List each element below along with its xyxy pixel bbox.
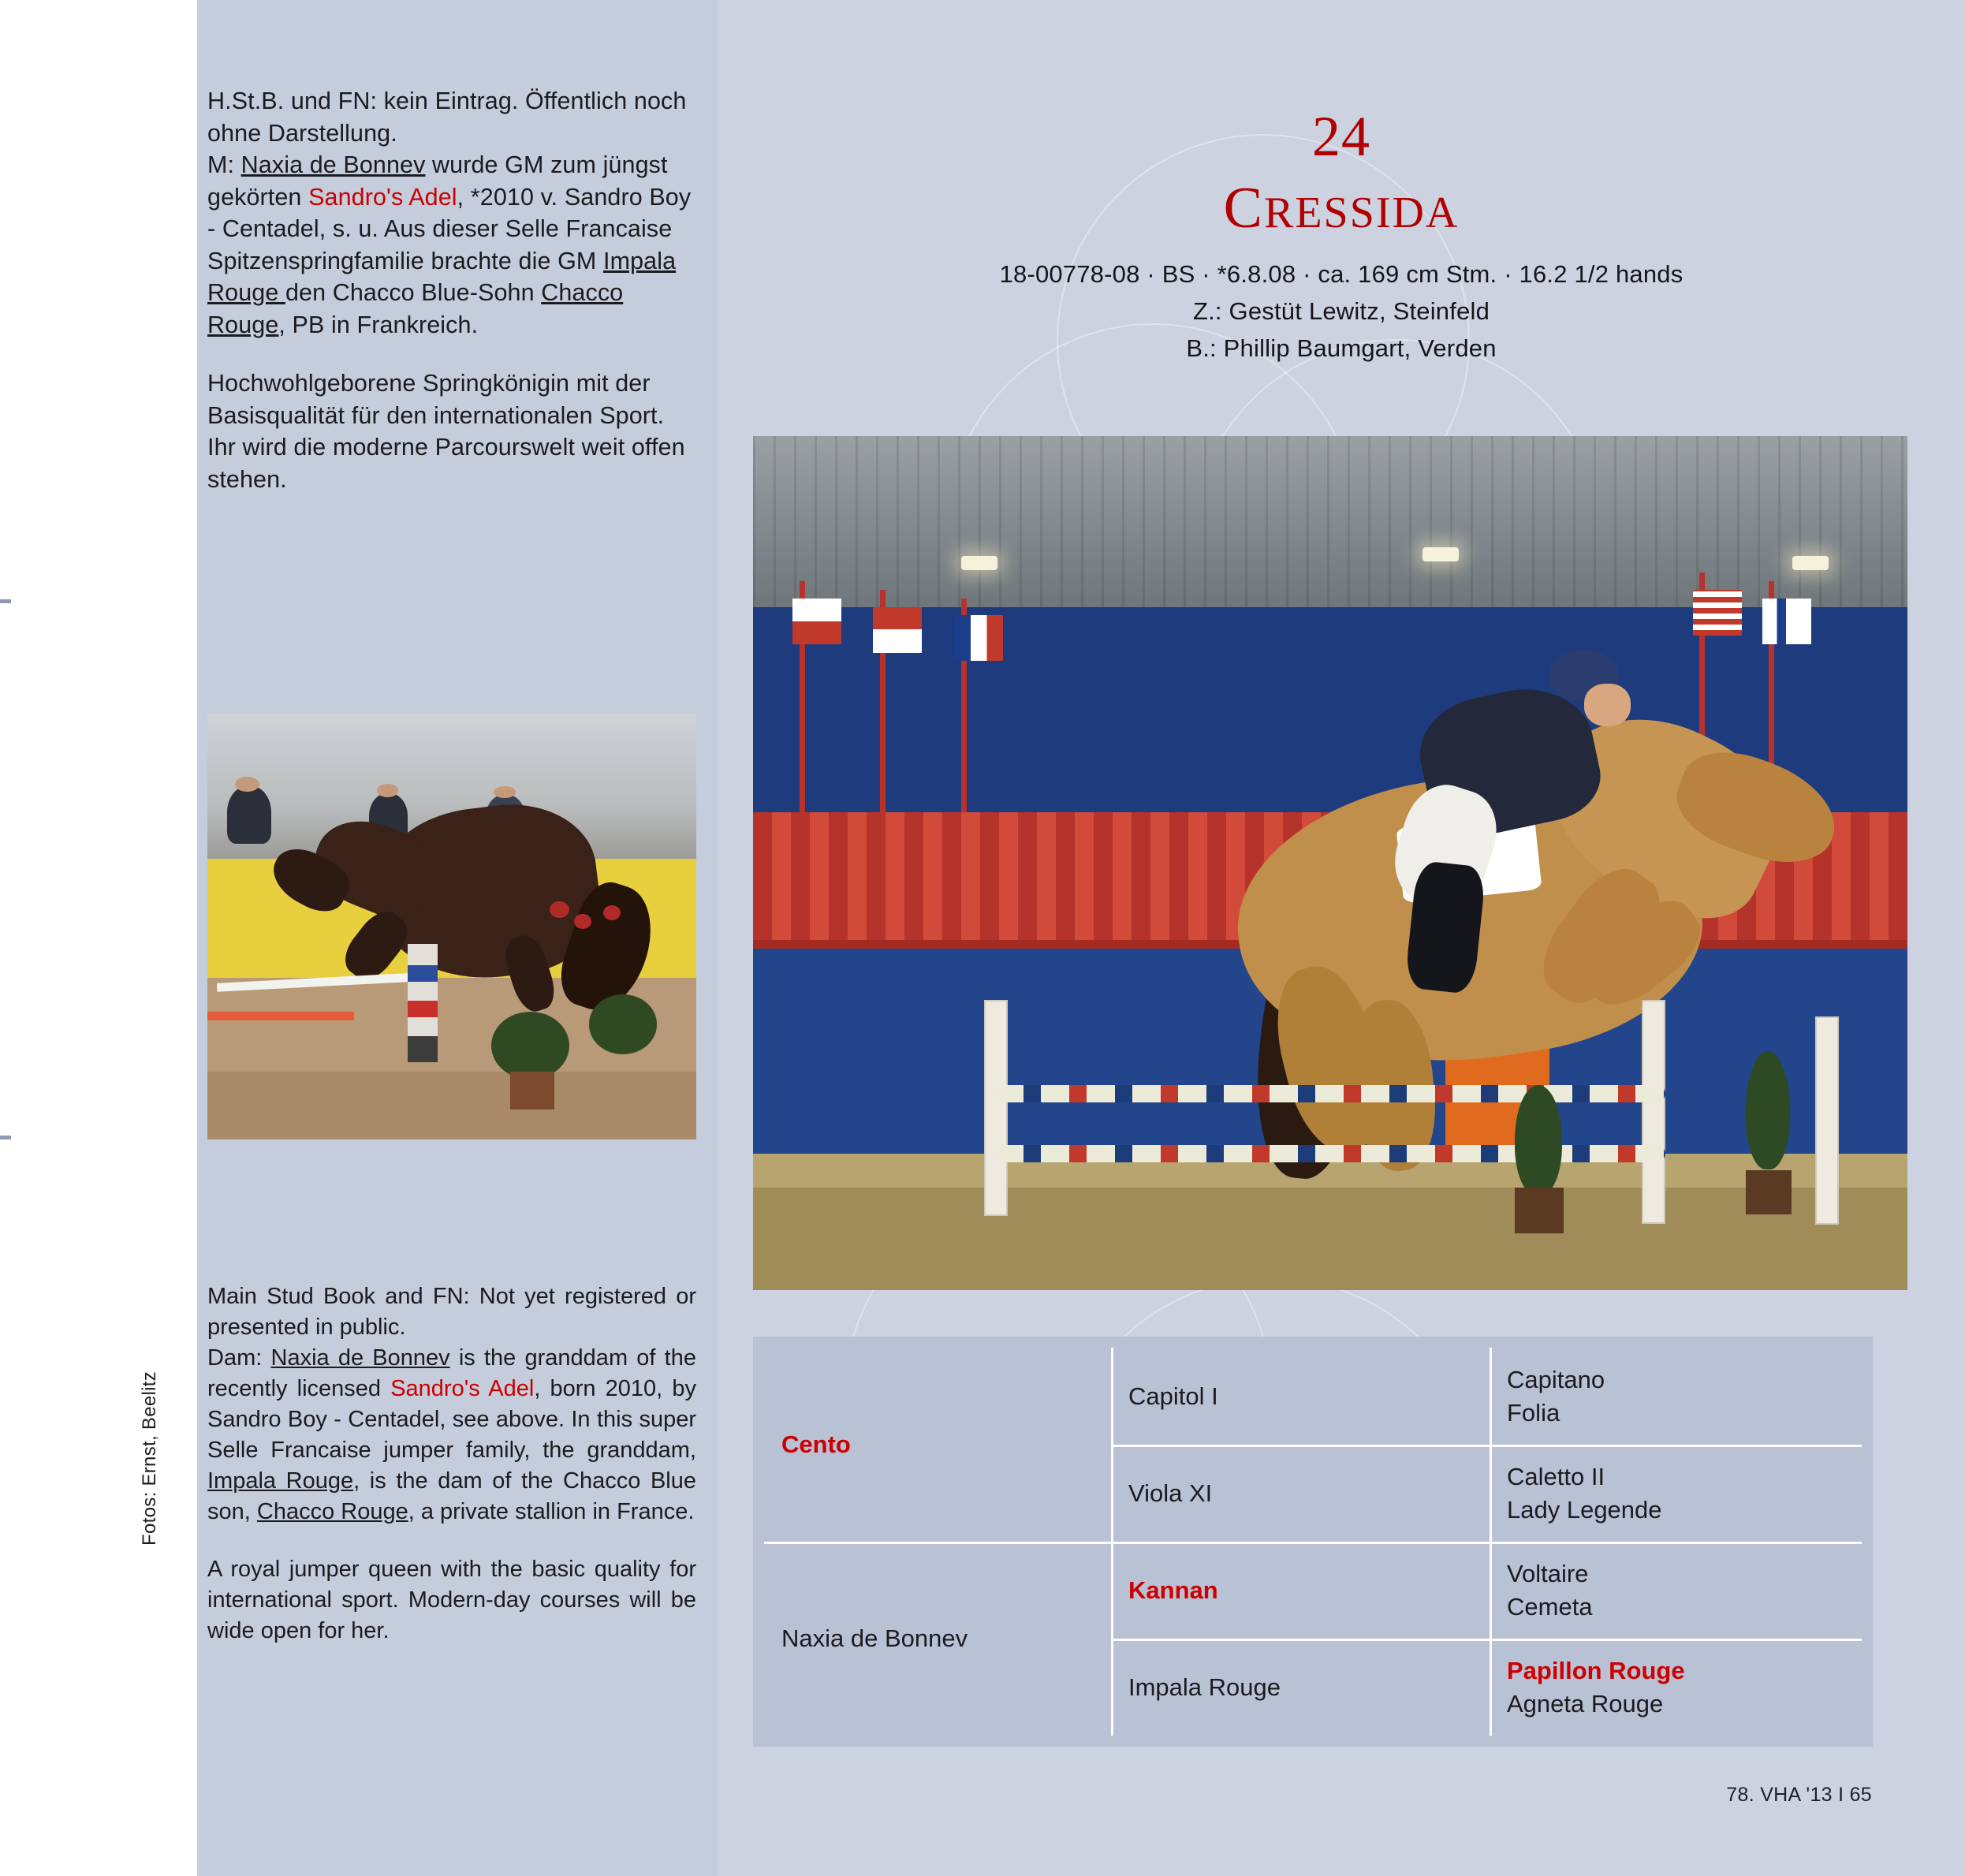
spectator-1 xyxy=(227,786,271,845)
page-title xyxy=(718,175,1965,242)
english-highlight-sandros-adel: Sandro's Adel xyxy=(390,1376,535,1401)
pedigree-dam-sire-dam-name: Cemeta xyxy=(1507,1592,1593,1621)
jump-pole-top xyxy=(995,1085,1665,1102)
page-left-margin xyxy=(0,0,197,1876)
pedigree-sire-dam-name: Viola XI xyxy=(1128,1479,1213,1507)
german-text-mid-3: den Chacco Blue-Sohn xyxy=(285,279,542,306)
german-description xyxy=(207,85,696,495)
german-text-mid-2: , *2010 v. Sandro Boy - Centadel, s. u. Aus dieser Selle Francaise Spitzenspringfamilie brachte die GM xyxy=(207,183,692,274)
german-registration-note: H.St.B. und FN: kein Eintrag. Öffentlich noch ohne Darstellung. xyxy=(207,88,687,147)
pedigree-sire-sire-dam-name: Folia xyxy=(1507,1398,1560,1427)
small-photo-jump-pole-red xyxy=(207,1012,354,1020)
rider-face xyxy=(1584,684,1631,726)
flag-france xyxy=(954,615,1003,661)
flag-finland xyxy=(1762,599,1811,644)
free-jumping-photo xyxy=(207,714,696,1139)
english-text-end: , a private stallion in France. xyxy=(408,1499,695,1524)
small-photo-planter-1 xyxy=(510,1072,554,1110)
small-photo-bush-1 xyxy=(491,1012,569,1080)
pedigree-sire-sire-name: Capitol I xyxy=(1128,1382,1218,1410)
arena-lamp-2 xyxy=(1422,547,1459,561)
flag-denmark xyxy=(792,599,841,644)
pedigree-table xyxy=(753,1337,1873,1747)
spectator-1-head xyxy=(235,777,259,792)
decorative-conifer-1 xyxy=(1515,1085,1562,1195)
decorative-planter-1 xyxy=(1515,1188,1564,1233)
pedigree-sire-sire-parents xyxy=(1490,1348,1862,1445)
pedigree-dam-sire-name: Kannan xyxy=(1128,1576,1218,1604)
english-paragraph-2: A royal jumper queen with the basic quality for international sport. Modern-day courses will be wide open for her. xyxy=(207,1557,696,1643)
arena-lamp-1 xyxy=(961,556,997,570)
jump-standard-far-right xyxy=(1815,1016,1839,1225)
english-description xyxy=(207,1281,696,1647)
pedigree-dam-sire xyxy=(1111,1542,1490,1639)
german-highlight-sandros-adel: Sandro's Adel xyxy=(308,183,457,211)
spectator-3-head xyxy=(494,786,515,798)
page-footer: 78. VHA '13 I 65 xyxy=(1726,1784,1872,1806)
pedigree-dam-sire-sire-name: Voltaire xyxy=(1507,1559,1589,1587)
owner-line: B.: Phillip Baumgart, Verden xyxy=(1186,334,1497,362)
arena-footing-foreground xyxy=(753,1188,1907,1290)
pedigree-dam xyxy=(764,1542,1111,1736)
english-dam-name: Naxia de Bonnev xyxy=(270,1345,450,1371)
english-chacco-rouge: Chacco Rouge xyxy=(256,1499,408,1524)
english-impala-rouge: Impala Rouge xyxy=(207,1468,354,1494)
pedigree-dam-sire-parents xyxy=(1490,1542,1862,1639)
jump-standard-right xyxy=(1642,1000,1665,1224)
english-text-mid-2: , born 2010, by Sandro Boy - Centadel, see above. In this super Selle Francaise jumper family, the granddam, xyxy=(207,1376,696,1463)
pedigree-dam-dam-dam-name: Agneta Rouge xyxy=(1507,1689,1664,1717)
pedigree-grid xyxy=(764,1348,1862,1736)
crop-tick-upper xyxy=(0,599,11,603)
horse-identification-line: 18-00778-08 · BS · *6.8.08 · ca. 169 cm Stm. · 16.2 1/2 hands xyxy=(999,260,1683,288)
german-impala-rouge: Impala Rouge xyxy=(207,247,677,306)
jump-pole-middle xyxy=(995,1145,1665,1162)
main-jumping-photo xyxy=(753,436,1907,1290)
photo-credit: Fotos: Ernst, Beelitz xyxy=(139,1371,160,1546)
german-text-end: , PB in Frankreich. xyxy=(278,311,479,338)
german-paragraph-1 xyxy=(207,85,696,341)
small-photo-flower-2 xyxy=(574,914,591,929)
small-photo-flower-1 xyxy=(550,901,569,919)
crop-tick-lower xyxy=(0,1136,11,1139)
pedigree-vdivider-1 xyxy=(1111,1348,1113,1736)
flag-usa xyxy=(1693,590,1742,636)
small-photo-jump-standard xyxy=(408,944,438,1062)
pedigree-sire-dam xyxy=(1111,1445,1490,1542)
pedigree-divider-3 xyxy=(1111,1639,1862,1641)
pedigree-sire-dam-sire-name: Caletto II xyxy=(1507,1462,1605,1490)
german-dam-prefix: M: xyxy=(207,151,241,178)
pedigree-sire-dam-parents xyxy=(1490,1445,1862,1542)
german-dam-name: Naxia de Bonnev xyxy=(240,151,426,178)
jump-standard-left xyxy=(984,1000,1008,1216)
horse-name-initial: C xyxy=(1223,176,1264,241)
german-text-mid-1: wurde GM zum jüngst gekörten xyxy=(207,151,668,211)
pedigree-dam-dam-sire-name: Papillon Rouge xyxy=(1507,1656,1685,1684)
spectator-2-head xyxy=(377,784,399,797)
small-photo-flower-3 xyxy=(603,905,621,920)
catalog-number: 24 xyxy=(1312,105,1370,168)
horse-name-rest: RESSIDA xyxy=(1263,188,1460,237)
decorative-conifer-2 xyxy=(1746,1051,1790,1169)
small-photo-sand xyxy=(207,1072,696,1139)
english-registration-note: Main Stud Book and FN: Not yet registered or presented in public. xyxy=(207,1284,696,1340)
flag-2 xyxy=(873,607,922,653)
breeder-line: Z.: Gestüt Lewitz, Steinfeld xyxy=(1192,297,1490,325)
pedigree-vdivider-2 xyxy=(1490,1348,1492,1736)
english-dam-prefix: Dam: xyxy=(207,1345,271,1371)
german-chacco-rouge: Chacco Rouge xyxy=(207,279,624,338)
pedigree-dam-dam-parents xyxy=(1490,1639,1862,1736)
pedigree-divider-1 xyxy=(1111,1445,1862,1447)
pedigree-divider-2 xyxy=(764,1542,1862,1544)
english-paragraph-1 xyxy=(207,1281,696,1527)
pedigree-dam-dam xyxy=(1111,1639,1490,1736)
small-photo-bush-2 xyxy=(589,994,658,1054)
pedigree-sire-dam-dam-name: Lady Legende xyxy=(1507,1495,1662,1524)
pedigree-sire-sire xyxy=(1111,1348,1490,1445)
pedigree-sire xyxy=(764,1348,1111,1542)
arena-lamp-3 xyxy=(1792,556,1829,570)
english-text-mid-1: is the granddam of the recently licensed xyxy=(207,1345,696,1401)
pedigree-sire-name: Cento xyxy=(781,1430,851,1458)
german-paragraph-2: Hochwohlgeborene Springkönigin mit der Basisqualität für den internationalen Sport. Ihr wird die moderne Parcourswelt weit offen stehen. xyxy=(207,370,685,493)
arena-roof-panels xyxy=(753,436,1907,615)
pedigree-dam-name: Naxia de Bonnev xyxy=(781,1624,968,1652)
pedigree-dam-dam-name: Impala Rouge xyxy=(1128,1673,1281,1701)
pedigree-sire-sire-sire-name: Capitano xyxy=(1507,1365,1605,1393)
english-text-mid-3: , is the dam of the Chacco Blue son, xyxy=(207,1468,697,1524)
decorative-planter-2 xyxy=(1746,1170,1792,1214)
